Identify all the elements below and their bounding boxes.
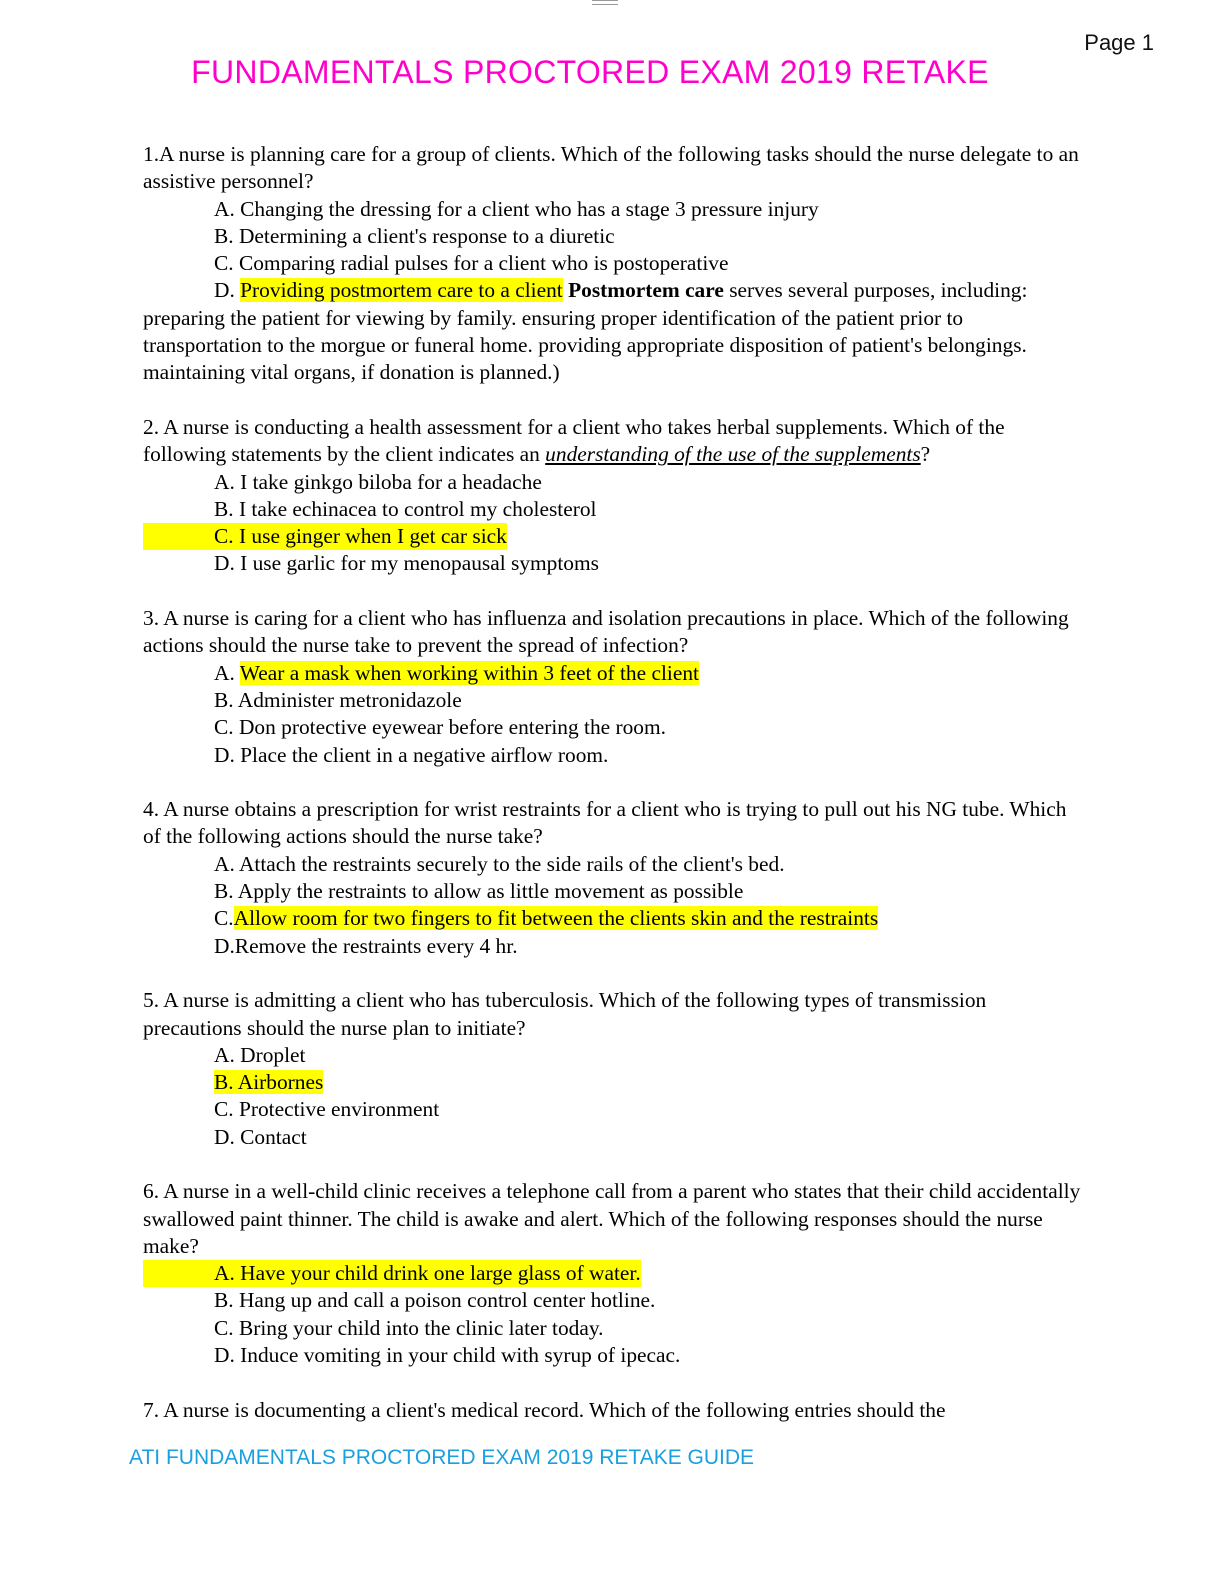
option: A. Changing the dressing for a client who has a stage 3 pressure injury <box>214 196 819 221</box>
highlighted-answer: B. Airbornes <box>214 1070 324 1095</box>
option: B. Hang up and call a poison control center hotline. <box>214 1288 656 1313</box>
option: C. Don protective eyewear before entering the room. <box>214 715 666 740</box>
rationale-text: serves several purposes, including: preparing the patient for viewing by family. ensuring proper identification of the patient prior to transportation to the morgue or funeral home. providing appropriate disposition of patient's belongings. maintaining vital organs, if donation is planned.) <box>143 278 1028 385</box>
header-mark <box>592 0 618 5</box>
question-3 <box>143 605 1083 769</box>
option: D. Place the client in a negative airflow room. <box>214 742 609 767</box>
question-stem: 4. A nurse obtains a prescription for wrist restraints for a client who is trying to pull out his NG tube. Which of the following actions should the nurse take? <box>143 797 1067 849</box>
option-row <box>143 1069 1083 1096</box>
question-stem: 1.A nurse is planning care for a group of clients. Which of the following tasks should the nurse delegate to an assistive personnel? <box>143 142 1079 194</box>
question-1 <box>143 141 1083 387</box>
highlighted-answer: Providing postmortem care to a client <box>240 278 563 303</box>
highlighted-answer: Wear a mask when working within 3 feet of the client <box>239 660 699 685</box>
option-prefix: D. <box>214 278 241 303</box>
option-row <box>143 905 1083 932</box>
question-stem: 6. A nurse in a well-child clinic receives a telephone call from a parent who states that their child accidentally swallowed paint thinner. The child is awake and alert. Which of the following responses should the nurse make? <box>143 1179 1081 1258</box>
highlighted-answer: Allow room for two fingers to fit between the clients skin and the restraints <box>233 906 879 931</box>
question-stem: 7. A nurse is documenting a client's medical record. Which of the following entries should the <box>143 1397 946 1422</box>
option-row <box>143 523 1083 550</box>
option: C. Bring your child into the clinic later today. <box>214 1315 604 1340</box>
stem-text: 2. A nurse is conducting a health assessment for a client who takes herbal supplements. Which of the following statements by the client indicates an <box>143 414 1005 467</box>
option: D. I use garlic for my menopausal symptoms <box>214 551 599 576</box>
question-2 <box>143 414 1083 578</box>
option: D. Induce vomiting in your child with syrup of ipecac. <box>214 1343 681 1368</box>
page-number: Page 1 <box>1084 30 1154 55</box>
question-stem: 5. A nurse is admitting a client who has tuberculosis. Which of the following types of transmission precautions should the nurse plan to initiate? <box>143 988 987 1040</box>
option-row <box>143 660 1083 687</box>
option: B. Determining a client's response to a diuretic <box>214 223 615 248</box>
option: D.Remove the restraints every 4 hr. <box>214 933 518 958</box>
page-title: FUNDAMENTALS PROCTORED EXAM 2019 RETAKE <box>191 54 989 90</box>
option: B. Apply the restraints to allow as little movement as possible <box>214 879 744 904</box>
answer-with-rationale <box>143 277 1083 386</box>
option-prefix: C. <box>214 906 234 931</box>
stem-text: ? <box>920 442 931 467</box>
exam-body <box>143 141 1083 1424</box>
emphasized-phrase: understanding of the use of the supplements <box>545 442 921 467</box>
option-prefix: A. <box>214 660 240 685</box>
option: C. Protective environment <box>214 1097 440 1122</box>
option: D. Contact <box>214 1124 307 1149</box>
option: C. Comparing radial pulses for a client who is postoperative <box>214 251 729 276</box>
option: A. Attach the restraints securely to the side rails of the client's bed. <box>214 851 785 876</box>
highlighted-answer: A. Have your child drink one large glass of water. <box>143 1260 641 1287</box>
highlighted-answer: C. I use ginger when I get car sick <box>143 523 507 550</box>
option: B. I take echinacea to control my cholesterol <box>214 496 597 521</box>
question-4 <box>143 796 1083 960</box>
rationale-term: Postmortem care <box>562 278 724 303</box>
option: A. I take ginkgo biloba for a headache <box>214 469 542 494</box>
question-6 <box>143 1178 1083 1369</box>
question-5 <box>143 987 1083 1151</box>
option: A. Droplet <box>214 1042 306 1067</box>
question-stem: 3. A nurse is caring for a client who has influenza and isolation precautions in place. Which of the following actions should the nurse take to prevent the spread of infection? <box>143 606 1069 658</box>
option-row <box>143 1260 1083 1287</box>
option: B. Administer metronidazole <box>214 687 462 712</box>
question-stem <box>143 414 1083 469</box>
question-7 <box>143 1397 1083 1424</box>
footer-text: ATI FUNDAMENTALS PROCTORED EXAM 2019 RETAKE GUIDE <box>129 1446 755 1469</box>
